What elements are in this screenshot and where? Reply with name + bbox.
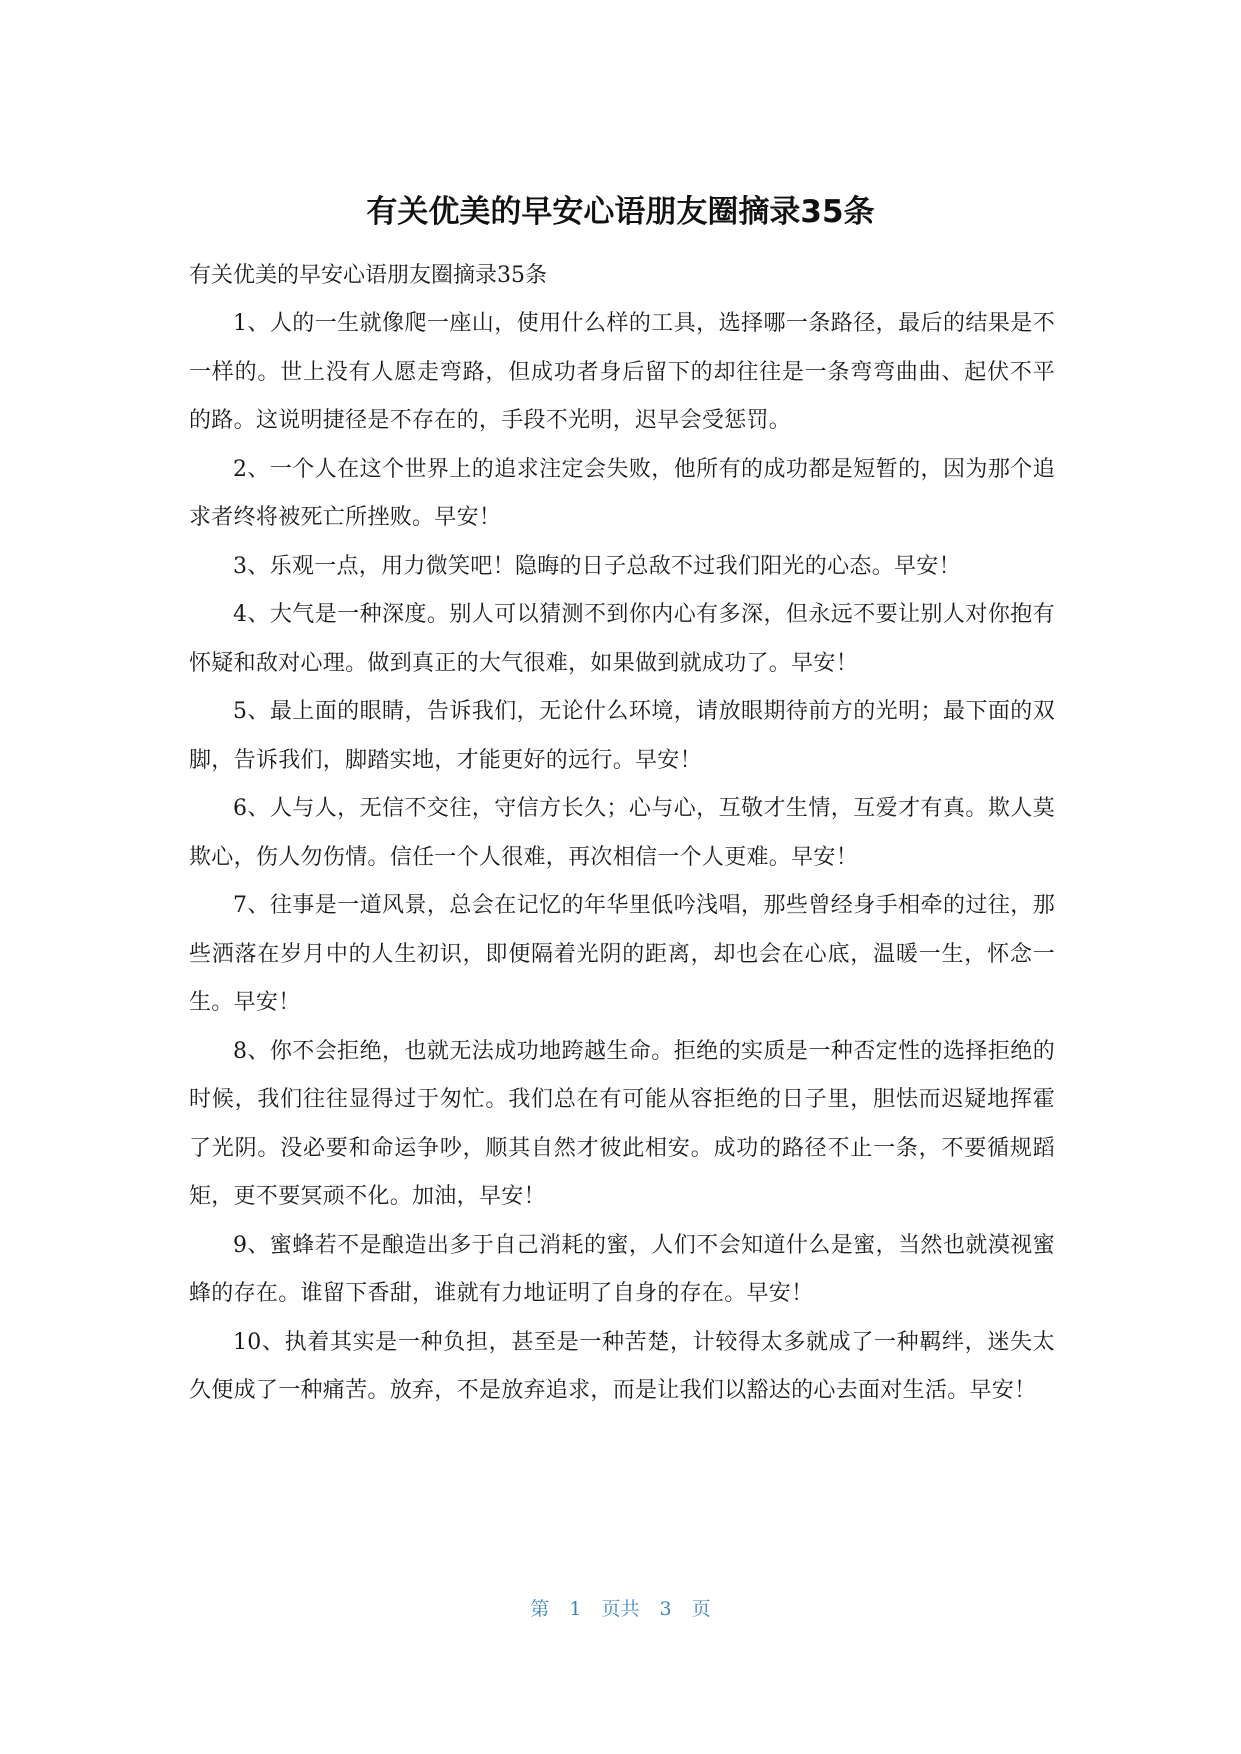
paragraph-3: 3、乐观一点，用力微笑吧！隐晦的日子总敌不过我们阳光的心态。早安！ bbox=[233, 553, 961, 579]
footer-total-pages: 3 bbox=[659, 1598, 672, 1620]
paragraph-4: 4、大气是一种深度。别人可以猜测不到你内心有多深，但永远不要让别人对你抱有怀疑和敌对心理。做到真正的大气很难，如果做到就成功了。早安！ bbox=[189, 602, 1055, 676]
document-body bbox=[189, 252, 1055, 1416]
paragraph-1: 1、人的一生就像爬一座山，使用什么样的工具，选择哪一条路径，最后的结果是不一样的。世上没有人愿走弯路，但成功者身后留下的却往往是一条弯弯曲曲、起伏不平的路。这说明捷径是不存在的，手段不光明，迟早会受惩罚。 bbox=[189, 311, 1055, 433]
paragraph-9: 9、蜜蜂若不是酿造出多于自己消耗的蜜，人们不会知道什么是蜜，当然也就漠视蜜蜂的存在。谁留下香甜，谁就有力地证明了自身的存在。早安！ bbox=[189, 1232, 1055, 1306]
paragraph-6: 6、人与人，无信不交往，守信方长久；心与心，互敬才生情，互爱才有真。欺人莫欺心，伤人勿伤情。信任一个人很难，再次相信一个人更难。早安！ bbox=[189, 796, 1055, 870]
paragraph-7: 7、往事是一道风景，总会在记忆的年华里低吟浅唱，那些曾经身手相牵的过往，那些洒落在岁月中的人生初识，即便隔着光阴的距离，却也会在心底，温暖一生，怀念一生。早安！ bbox=[189, 893, 1055, 1015]
document-subtitle: 有关优美的早安心语朋友圈摘录35条 bbox=[189, 263, 547, 288]
footer-page-label: 第 bbox=[530, 1598, 550, 1620]
footer-page-number: 1 bbox=[569, 1598, 582, 1620]
footer-page-of: 页共 bbox=[601, 1598, 640, 1620]
paragraph-8: 8、你不会拒绝，也就无法成功地跨越生命。拒绝的实质是一种否定性的选择拒绝的时候，我们往往显得过于匆忙。我们总在有可能从容拒绝的日子里，胆怯而迟疑地挥霍了光阴。没必要和命运争吵，顺其自然才彼此相安。成功的路径不止一条，不要循规蹈矩，更不要冥顽不化。加油，早安！ bbox=[189, 1038, 1055, 1209]
paragraph-10: 10、执着其实是一种负担，甚至是一种苦楚，计较得太多就成了一种羁绊，迷失太久便成了一种痛苦。放弃，不是放弃追求，而是让我们以豁达的心去面对生活。早安！ bbox=[189, 1329, 1055, 1403]
paragraph-5: 5、最上面的眼睛，告诉我们，无论什么环境，请放眼期待前方的光明；最下面的双脚，告诉我们，脚踏实地，才能更好的远行。早安！ bbox=[189, 699, 1055, 773]
document-title: 有关优美的早安心语朋友圈摘录35条 bbox=[366, 194, 875, 230]
paragraph-2: 2、一个人在这个世界上的追求注定会失败，他所有的成功都是短暂的，因为那个追求者终将被死亡所挫败。早安！ bbox=[189, 456, 1055, 530]
footer-page-suffix: 页 bbox=[691, 1598, 711, 1620]
page-footer bbox=[0, 1594, 1241, 1621]
